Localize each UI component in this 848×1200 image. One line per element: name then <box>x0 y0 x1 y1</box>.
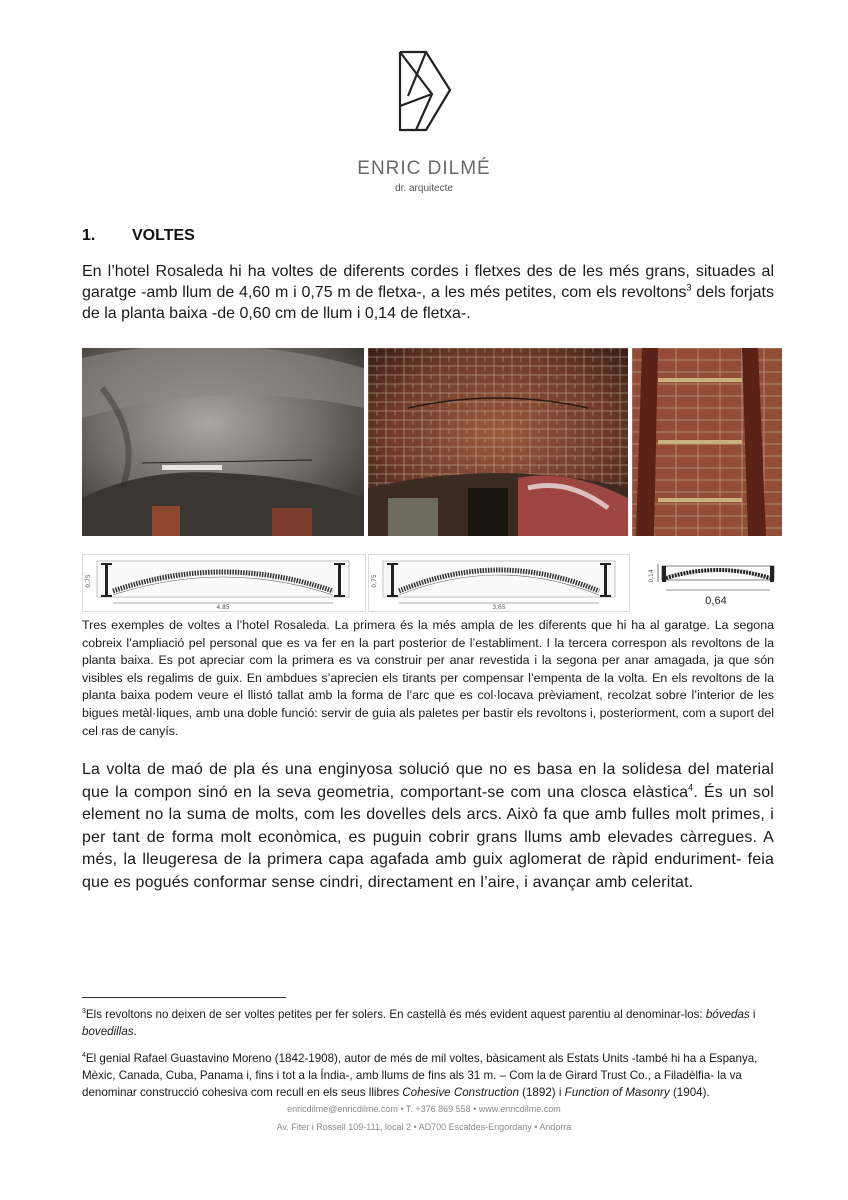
section-title: VOLTES <box>132 227 195 244</box>
footnote-4-end: (1904). <box>669 1086 710 1099</box>
footnote-4 <box>82 1050 776 1101</box>
drawing1-span-label: 4,85 <box>216 604 230 611</box>
footnote-3-number: 3 <box>82 1008 86 1016</box>
footnote-ref-4[interactable]: 4 <box>688 782 694 793</box>
intro-paragraph <box>82 261 774 324</box>
footnote-4-em2: Function of Masonry <box>564 1086 670 1099</box>
footnote-3 <box>82 1006 776 1040</box>
footnote-3-em2: bovedillas <box>82 1025 134 1038</box>
intro-text-a: En l’hotel Rosaleda hi ha voltes de diferents cordes i fletxes des de les més grans, situades al garatge -amb llum de 4,60 m i 0,75 m de fletxa-, a les més petites, com els revoltons <box>82 263 774 301</box>
footnote-4-text: El genial Rafael Guastavino Moreno (1842-1908), autor de més de mil voltes, bàsicament als Estats Units -també hi ha a Espanya, Mèxic, Canada, Cuba, Panama i, fins i tot a la Índia-, amb llums de fins als 31 m. – Com la de Girard Trust Co., a Filadèlfia- la va denominar construcció cohesiva com recull en els seus llibres <box>82 1052 758 1099</box>
intro-text-b: dels forjats de la planta baixa -de 0,60 cm de llum i 0,14 de fletxa-. <box>82 284 774 322</box>
footnote-separator <box>82 997 286 998</box>
figure-caption: Tres exemples de voltes a l’hotel Rosaleda. La primera és la més ampla de les diferents que hi ha al garatge. La segona cobreix l’ampliació pel personal que es va fer en la part posterior de l’establiment. I la tercera correspon als revoltons de la planta baixa. Es pot apreciar com la primera es va construir per anar revestida i la segona per anar amagada, ja que són visibles els regalims de guix. En ambdues s’aprecien els tirants per compensar l’empenta de la volta. En els revoltons de la planta baixa podem veure el llistó tallat amb la forma de l’arc que es col·locava prèviament, recolzat sobre l’interior de les bigues metàl·liques, amb una doble funció: servir de guia als paletes per bastir els revoltons i, posteriorment, com a suport del cel ras de canyís. <box>82 618 774 738</box>
vault-section-drawing-2 <box>368 554 630 612</box>
revolto-section-drawing <box>648 560 780 610</box>
drawing1-rise-label: 0,75 <box>85 574 92 588</box>
drawing2-span-label: 3,65 <box>492 604 506 611</box>
drawing3-rise-label: 0,14 <box>648 569 655 583</box>
brand-subtitle: dr. arquitecte <box>395 183 453 194</box>
brand-name: ENRIC DILMÉ <box>357 158 491 179</box>
section-number: 1. <box>82 227 96 244</box>
footnote-3-mid: i <box>749 1008 756 1021</box>
main-text-a: La volta de maó de pla és una enginyosa solució que no es basa en la solidesa del material que la compon sinó en la seva geometria, comportant-se com una closca elàstica <box>82 761 774 801</box>
footnote-4-mid: (1892) i <box>518 1086 565 1099</box>
photo-brick-vault <box>368 348 628 536</box>
main-paragraph <box>82 759 774 895</box>
footnote-3-text: Els revoltons no deixen de ser voltes petites per fer solers. En castellà és més evident aquest parentiu al denominar-los: <box>85 1008 706 1021</box>
footer-address: Av. Fiter i Rossell 109-111, local 2 • AD700 Escaldes-Engordany • Andorra <box>276 1122 572 1132</box>
vault-section-drawing-1 <box>82 554 366 612</box>
footnote-ref-3[interactable]: 3 <box>686 282 692 293</box>
footnote-3-em1: bóvedas <box>705 1008 750 1021</box>
drawing2-rise-label: 0,75 <box>371 574 378 588</box>
footnote-3-end: . <box>133 1025 137 1038</box>
main-text-b: . És un sol element no la suma de molts, com les dovelles dels arcs. Això fa que amb fulles molt primes, i per tant de forma molt econòmica, es puguin cobrir grans llums amb elevades càrregues. A més, la lleugeresa de la primera capa agafada amb guix aglomerat de ràpid enduriment- feia que es pogués conformar sense cindri, directament en l’aire, i avançar amb celeritat. <box>82 783 774 891</box>
photo-revoltons <box>632 348 782 536</box>
drawing3-span-label: 0,64 <box>705 595 727 607</box>
footnote-4-number: 4 <box>82 1052 86 1060</box>
photo-garage-vault <box>82 348 364 536</box>
footer-contact[interactable]: enricdilme@enricdilme.com • T. +376 869 558 • www.enricdilme.com <box>287 1104 561 1114</box>
ed-monogram-logo <box>396 50 454 132</box>
footnote-4-em1: Cohesive Construction <box>402 1086 519 1099</box>
